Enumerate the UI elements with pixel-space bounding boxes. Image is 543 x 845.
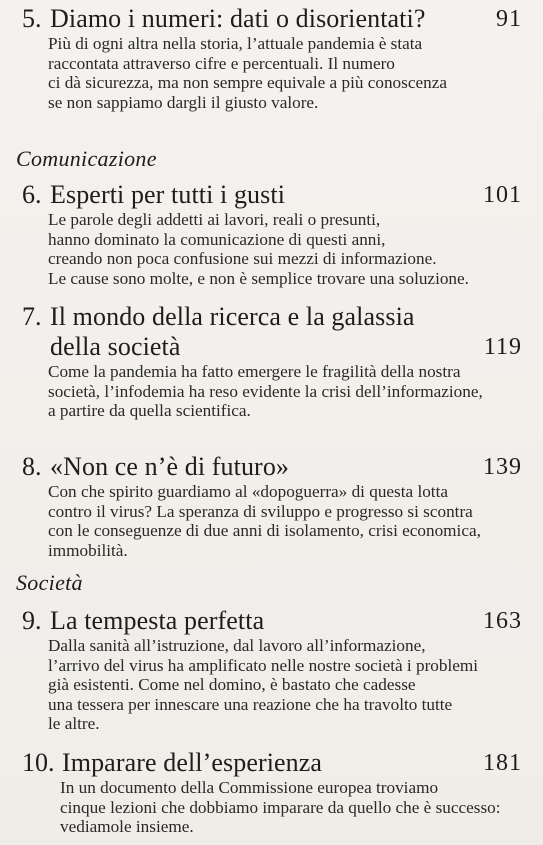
- toc-entry-heading: [22, 748, 522, 778]
- description-line: se non sappiamo dargli il giusto valore.: [48, 92, 319, 112]
- toc-entry-9: [22, 606, 522, 734]
- description-line: hanno dominato la comunicazione di questi anni,: [48, 229, 386, 249]
- page-number: 119: [483, 334, 522, 360]
- section-heading-comunicazione: Comunicazione: [16, 146, 157, 171]
- toc-entry-heading: [22, 180, 522, 210]
- section-heading-societa: Società: [16, 570, 83, 595]
- chapter-title: Diamo i numeri: dati o disorientati?: [50, 4, 426, 33]
- description-line: Più di ogni altra nella storia, l’attuale pandemia è stata: [48, 34, 423, 53]
- page-number: 91: [496, 6, 522, 32]
- description-line: le altre.: [48, 714, 100, 733]
- toc-entry-6: [22, 180, 522, 288]
- description-line: con le conseguenze di due anni di isolamento, crisi economica,: [48, 521, 481, 540]
- chapter-number: 9.: [22, 606, 42, 635]
- description-line: a partire da quella scientifica.: [48, 401, 251, 420]
- toc-entry-heading-continued: [22, 332, 522, 362]
- chapter-title: «Non ce n’è di futuro»: [50, 452, 290, 481]
- description-line: una tessera per innescare una reazione che ha travolto tutte: [48, 694, 453, 714]
- description-line: raccontata attraverso cifre e percentuali. Il numero: [48, 53, 395, 73]
- toc-entry-heading: [22, 4, 522, 34]
- description-line: creando non poca confusione sui mezzi di informazione.: [48, 249, 437, 268]
- toc-entry-10: [22, 748, 522, 837]
- description-line: ci dà sicurezza, ma non sempre equivale a più conoscenza: [48, 73, 447, 92]
- chapter-description: [48, 34, 522, 112]
- chapter-description: [48, 482, 522, 560]
- description-line: In un documento della Commissione europea troviamo: [60, 778, 439, 797]
- description-line: immobilità.: [48, 540, 128, 560]
- chapter-title: Il mondo della ricerca e la galassia: [50, 302, 415, 331]
- chapter-number: 10.: [22, 748, 55, 777]
- description-line: società, l’infodemia ha reso evidente la crisi dell’informazione,: [48, 381, 483, 401]
- description-line: Come la pandemia ha fatto emergere le fragilità della nostra: [48, 362, 461, 381]
- description-line: Con che spirito guardiamo al «dopoguerra» di questa lotta: [48, 482, 448, 501]
- description-line: cinque lezioni che dobbiamo imparare da quello che è successo:: [60, 797, 501, 817]
- chapter-description: [48, 636, 522, 734]
- chapter-title-continued: della società: [50, 332, 181, 361]
- chapter-title: Imparare dell’esperienza: [62, 748, 323, 777]
- toc-entry-heading: [22, 452, 522, 482]
- description-line: Dalla sanità all’istruzione, dal lavoro all’informazione,: [48, 636, 426, 655]
- chapter-number: 6.: [22, 180, 42, 209]
- description-line: l’arrivo del virus ha amplificato nelle nostre società i problemi: [48, 655, 479, 675]
- chapter-title: La tempesta perfetta: [50, 606, 265, 635]
- description-line: Le cause sono molte, e non è semplice trovare una soluzione.: [48, 268, 469, 288]
- description-line: contro il virus? La speranza di sviluppo e progresso si scontra: [48, 501, 473, 521]
- toc-entry-5: [22, 4, 522, 112]
- toc-entry-8: [22, 452, 522, 560]
- chapter-title: Esperti per tutti i gusti: [50, 180, 286, 209]
- chapter-number: 8.: [22, 452, 42, 481]
- description-line: vediamole insieme.: [60, 817, 194, 836]
- chapter-description: [48, 210, 522, 288]
- page-number: 139: [483, 454, 522, 480]
- chapter-description: [48, 362, 522, 421]
- toc-entry-7: [22, 302, 522, 421]
- page-number: 163: [483, 608, 522, 634]
- chapter-description: [60, 778, 522, 837]
- toc-entry-heading: [22, 606, 522, 636]
- page-number: 101: [483, 182, 522, 208]
- toc-entry-heading: [22, 302, 522, 332]
- chapter-number: 5.: [22, 4, 42, 33]
- description-line: già esistenti. Come nel domino, è bastato che cadesse: [48, 675, 416, 694]
- chapter-number: 7.: [22, 302, 42, 331]
- page-number: 181: [483, 750, 522, 776]
- description-line: Le parole degli addetti ai lavori, reali o presunti,: [48, 210, 381, 229]
